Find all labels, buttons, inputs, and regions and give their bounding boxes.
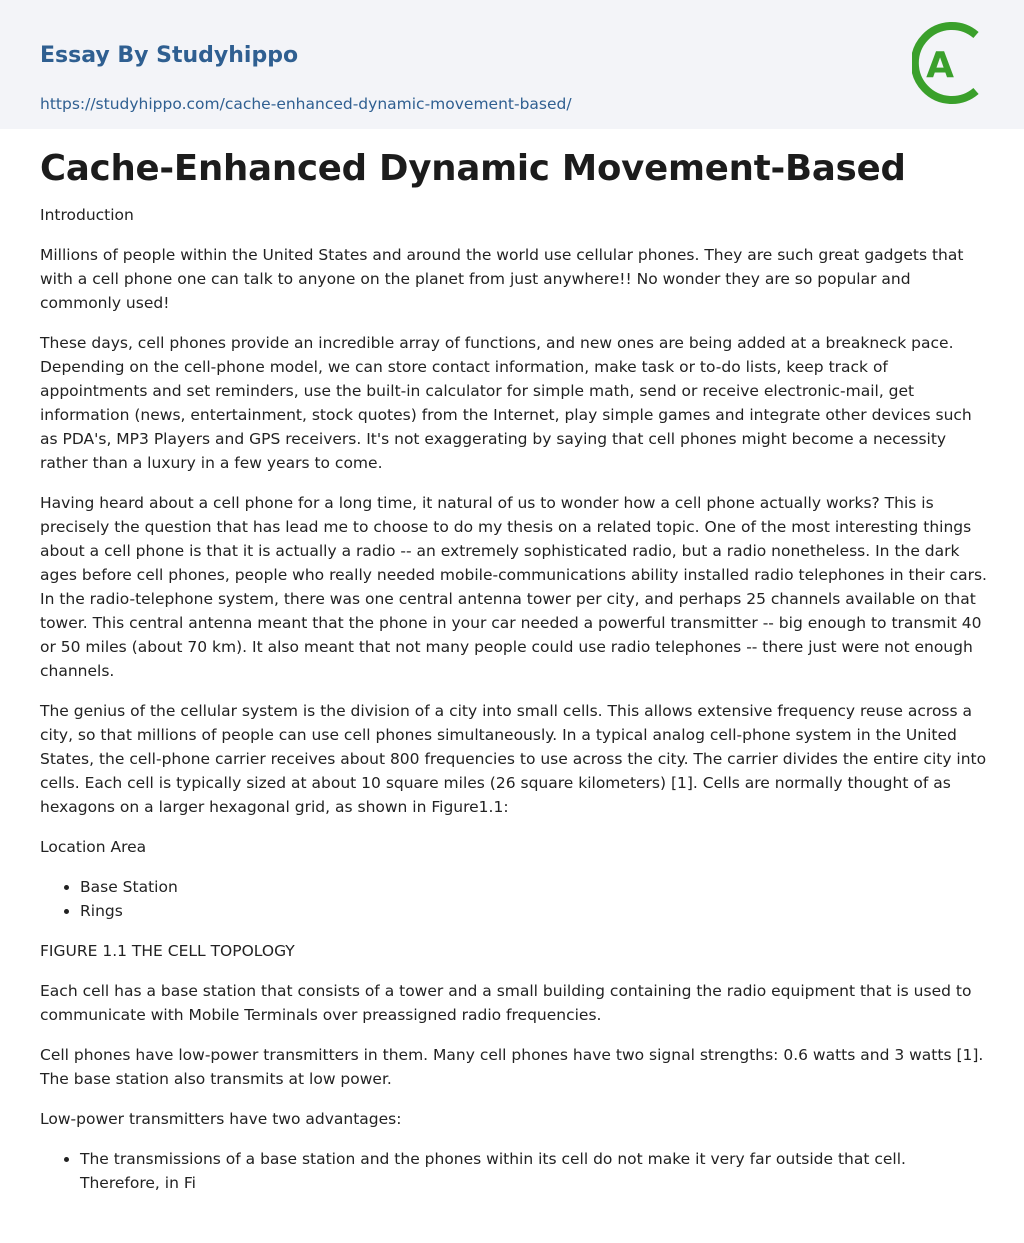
- logo-letter: A: [926, 45, 954, 86]
- section-label: Introduction: [40, 206, 134, 224]
- paragraph: These days, cell phones provide an incredible array of functions, and new ones are being added at a breakneck pace. Depending on the cell-phone model, we can store contact information, make task or to-do lists, keep track of appointments and set reminders, use the built-in calculator for simple math, send or receive electronic-mail, get information (news, entertainment, stock quotes) from the Internet, play simple games and integrate other devices such as PDA's, MP3 Players and GPS receivers. It's not exaggerating by saying that cell phones might become a necessity rather than a luxury in a few years to come.: [40, 334, 972, 472]
- paragraph: Millions of people within the United States and around the world use cellular phones. They are such great gadgets that with a cell phone one can talk to anyone on the planet from just anywhere!! No wonder they are so popular and commonly used!: [40, 246, 964, 312]
- essay-content: [0, 129, 1024, 1195]
- paragraph: Each cell has a base station that consists of a tower and a small building containing the radio equipment that is used to communicate with Mobile Terminals over preassigned radio frequencies.: [40, 982, 972, 1024]
- paragraph: Having heard about a cell phone for a long time, it natural of us to wonder how a cell phone actually works? This is precisely the question that has lead me to choose to do my thesis on a related topic. One of the most interesting things about a cell phone is that it is actually a radio -- an extremely sophisticated radio, but a radio nonetheless. In the dark ages before cell phones, people who really needed mobile-communications ability installed radio telephones in their cars. In the radio-telephone system, there was one central antenna tower per city, and perhaps 25 channels available on that tower. This central antenna meant that the phone in your car needed a powerful transmitter -- big enough to transmit 40 or 50 miles (about 70 km). It also meant that not many people could use radio telephones -- there just were not enough channels.: [40, 494, 987, 680]
- list-item: • Base Station: [80, 875, 988, 899]
- list-item: • The transmissions of a base station and the phones within its cell do not make it very far outside that cell. Therefore, in Fi: [80, 1147, 988, 1195]
- paragraph: Low-power transmitters have two advantages:: [40, 1110, 402, 1128]
- paragraph: The genius of the cellular system is the division of a city into small cells. This allows extensive frequency reuse across a city, so that millions of people can use cell phones simultaneously. In a typical analog cell-phone system in the United States, the cell-phone carrier receives about 800 frequencies to use across the city. The carrier divides the entire city into cells. Each cell is typically sized at about 10 square miles (26 square kilometers) [1]. Cells are normally thought of as hexagons on a larger hexagonal grid, as shown in Figure1.1:: [40, 702, 987, 816]
- bullet-list: [40, 875, 988, 923]
- site-header: [0, 0, 1024, 129]
- figure-caption: FIGURE 1.1 THE CELL TOPOLOGY: [40, 942, 295, 960]
- bullet-list: [40, 1147, 988, 1195]
- list-item: • Rings: [80, 899, 988, 923]
- studyhippo-logo-icon[interactable]: [912, 18, 986, 108]
- figure-caption-location-area: Location Area: [40, 838, 147, 856]
- page-title: Cache-Enhanced Dynamic Movement-Based: [40, 148, 906, 189]
- paragraph: Cell phones have low-power transmitters in them. Many cell phones have two signal strengths: 0.6 watts and 3 watts [1]. The base station also transmits at low power.: [40, 1046, 984, 1088]
- brand-title: Essay By Studyhippo: [40, 43, 299, 68]
- source-url-link[interactable]: https://studyhippo.com/cache-enhanced-dynamic-movement-based/: [40, 95, 572, 113]
